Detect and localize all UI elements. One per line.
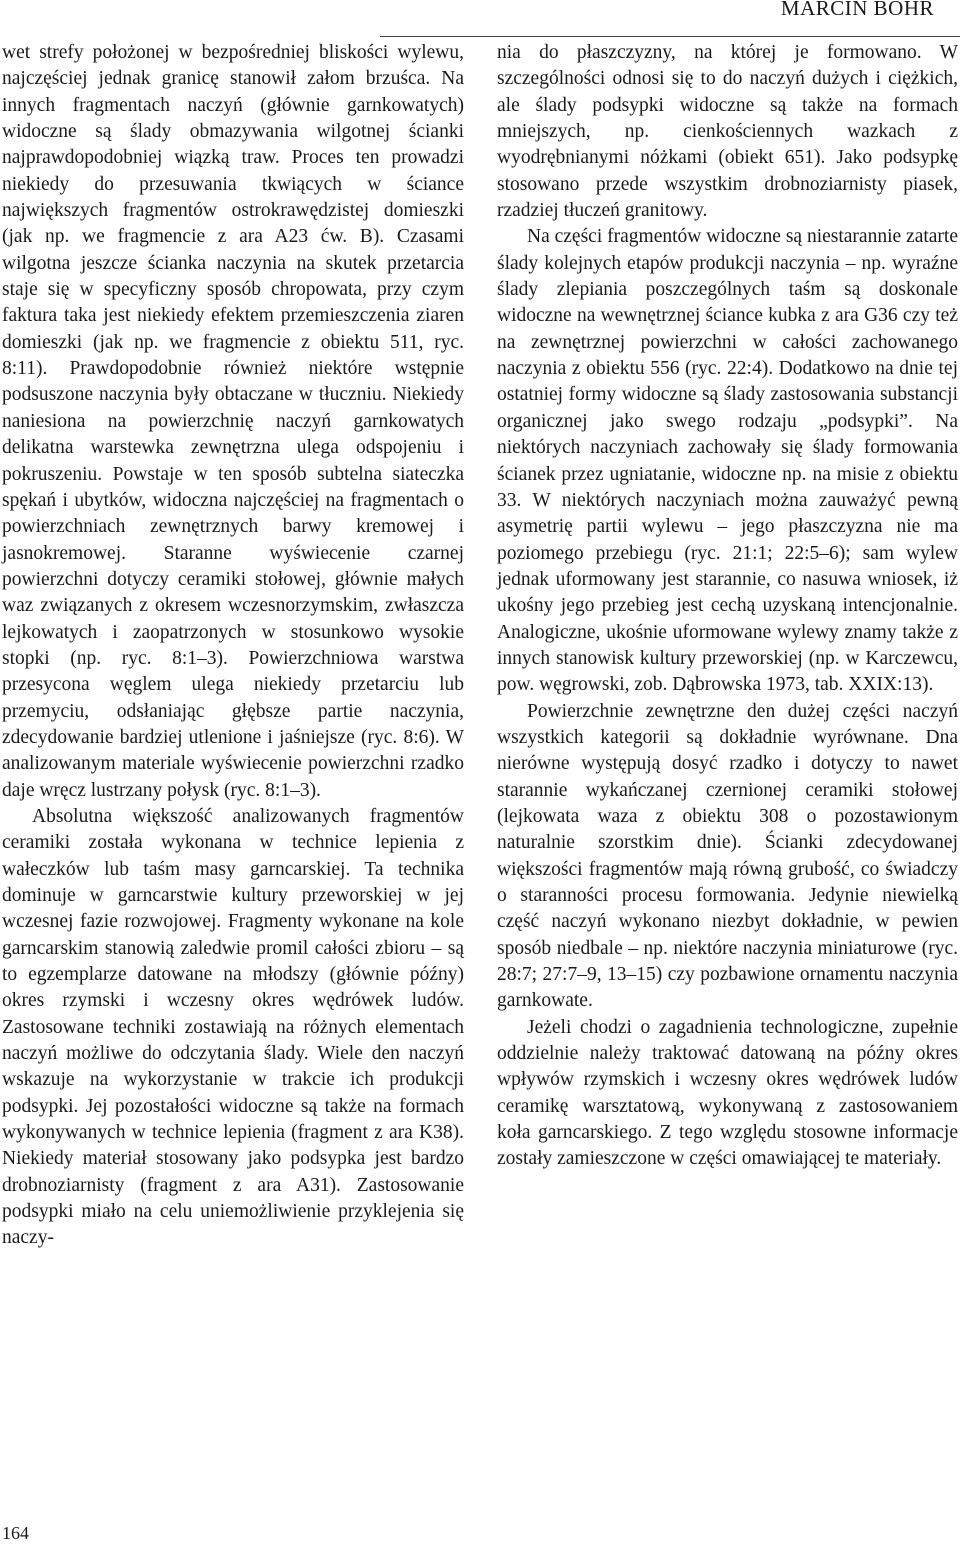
left-column [2,40,464,1252]
paragraph: Na części fragmentów widoczne są niestarannie zatarte ślady kolejnych etapów produkcji naczynia – np. wyraźne ślady zlepiania poszczególnych taśm są doskonale widoczne na wewnętrznej ściance kubka z ara G36 czy też na zewnętrznej powierzchni w całości zachowanego naczynia z obiektu 556 (ryc. 22:4). Dodatkowo na dnie tej ostatniej formy widoczne są ślady zastosowania substancji organicznej jako swego rodzaju „podsypki”. Na niektórych naczyniach zachowały się ślady formowania ścianek przez ugniatanie, widoczne np. na misie z obiektu 33. W niektórych naczyniach można zauważyć pewną asymetrię partii wylewu – jego płaszczyzna nie ma poziomego przebiegu (ryc. 21:1; 22:5–6); sam wylew jednak uformowany jest starannie, co nasuwa wniosek, iż ukośny jego przebieg jest cechą uzyskaną intencjonalnie. Analogiczne, ukośnie uformowane wylewy znamy także z innych stanowisk kultury przeworskiej (np. w Karczewcu, pow. węgrowski, zob. Dąbrowska 1973, tab. XXIX:13). [497,226,958,696]
paragraph: Jeżeli chodzi o zagadnienia technologiczne, zupełnie oddzielnie należy traktować datowaną na późny okres wpływów rzymskich i wczesny okres wędrówek ludów ceramikę warsztatową, wykonywaną z zastosowaniem koła garncarskiego. Z tego względu stosowne informacje zostały zamieszczone w części omawiającej te materiały. [497,1016,958,1170]
header-author: MARCIN BOHR [780,0,934,20]
right-column [497,40,958,1173]
paragraph: nia do płaszczyzny, na której je formowano. W szczególności odnosi się to do naczyń dużych i ciężkich, ale ślady podsypki widoczne są także na formach mniejszych, np. cienkościennych wazkach z wyodrębnianymi nóżkami (obiekt 651). Jako podsypkę stosowano przede wszystkim drobnoziarnisty piasek, rzadziej tłuczeń granitowy. [497,42,958,222]
paragraph: Powierzchnie zewnętrzne den dużej części naczyń wszystkich kategorii są dokładnie wyrównane. Dna nierówne występują dosyć rzadko i dotyczy to nawet starannie wykańczanej czernionej ceramiki stołowej (lejkowata waza z obiektu 308 o pozostawionym naturalnie szorstkim dnie). Ścianki zdecydowanej większości fragmentów mają równą grubość, co świadczy o staranności procesu formowania. Jedynie niewielką część naczyń wykonano niezbyt dokładnie, w pewien sposób niedbale – np. niektóre naczynia miniaturowe (ryc. 28:7; 27:7–9, 13–15) czy pozbawione ornamentu naczynia garnkowate. [497,700,958,1012]
paragraph: wet strefy położonej w bezpośredniej bliskości wylewu, najczęściej jednak granicę stanowił załom brzuśca. Na innych fragmentach naczyń (głównie garnkowatych) widoczne są ślady obmazywania wilgotnej ścianki najprawdopodobniej wiązką traw. Proces ten prowadzi niekiedy do przesuwania tkwiących w ściance największych fragmentów ostrokrawędzistej domieszki (jak np. we fragmencie z ara A23 ćw. B). Czasami wilgotna jeszcze ścianka naczynia na skutek przetarcia staje się w specyficzny sposób chropowata, przy czym faktura taka jest niekiedy efektem przemieszczenia ziaren domieszki (jak np. we fragmencie z obiektu 511, ryc. 8:11). Prawdopodobnie również niektóre wstępnie podsuszone naczynia były obtaczane w tłuczniu. Niekiedy naniesiona na powierzchnię naczyń garnkowatych delikatna warstewka zewnętrzna ulega odspojeniu i pokruszeniu. Powstaje w ten sposób subtelna siateczka spękań i ubytków, widoczna najczęściej na fragmentach o powierzchniach zewnętrznych barwy kremowej i jasnokremowej. Staranne wyświecenie czarnej powierzchni dotyczy ceramiki stołowej, głównie małych waz związanych z okresem wczesnorzymskim, zwłaszcza lejkowatych i zaopatrzonych w stosunkowo wysokie stopki (np. ryc. 8:1–3). Powierzchniowa warstwa przesycona węglem ulega niekiedy przetarciu lub przemyciu, odsłaniając głębsze partie naczynia, zdecydowanie bardziej utlenione i jaśniejsze (ryc. 8:6). W analizowanym materiale wyświecenie powierzchni rzadko daje wręcz lustrzany połysk (ryc. 8:1–3). [2,42,464,801]
running-header [380,0,960,37]
page-number: 164 [2,1523,29,1543]
paragraph: Absolutna większość analizowanych fragmentów ceramiki została wykonana w technice lepienia z wałeczków lub taśm masy garncarskiej. Ta technika dominuje w garncarstwie kultury przeworskiej w jej wczesnej fazie rozwojowej. Fragmenty wykonane na kole garncarskim stanowią zaledwie promil całości zbioru – są to egzemplarze datowane na młodszy (głównie późny) okres rzymski i wczesny okres wędrówek ludów. Zastosowane techniki zostawiają na różnych elementach naczyń możliwe do odczytania ślady. Wiele den naczyń wskazuje na wykorzystanie w trakcie ich produkcji podsypki. Jej pozostałości widoczne są także na formach wykonywanych w technice lepienia (fragment z ara K38). Niekiedy materiał stosowany jako podsypka jest bardzo drobnoziarnisty (fragment z ara A31). Zastosowanie podsypki miało na celu uniemożliwienie przyklejenia się naczy- [2,805,464,1249]
